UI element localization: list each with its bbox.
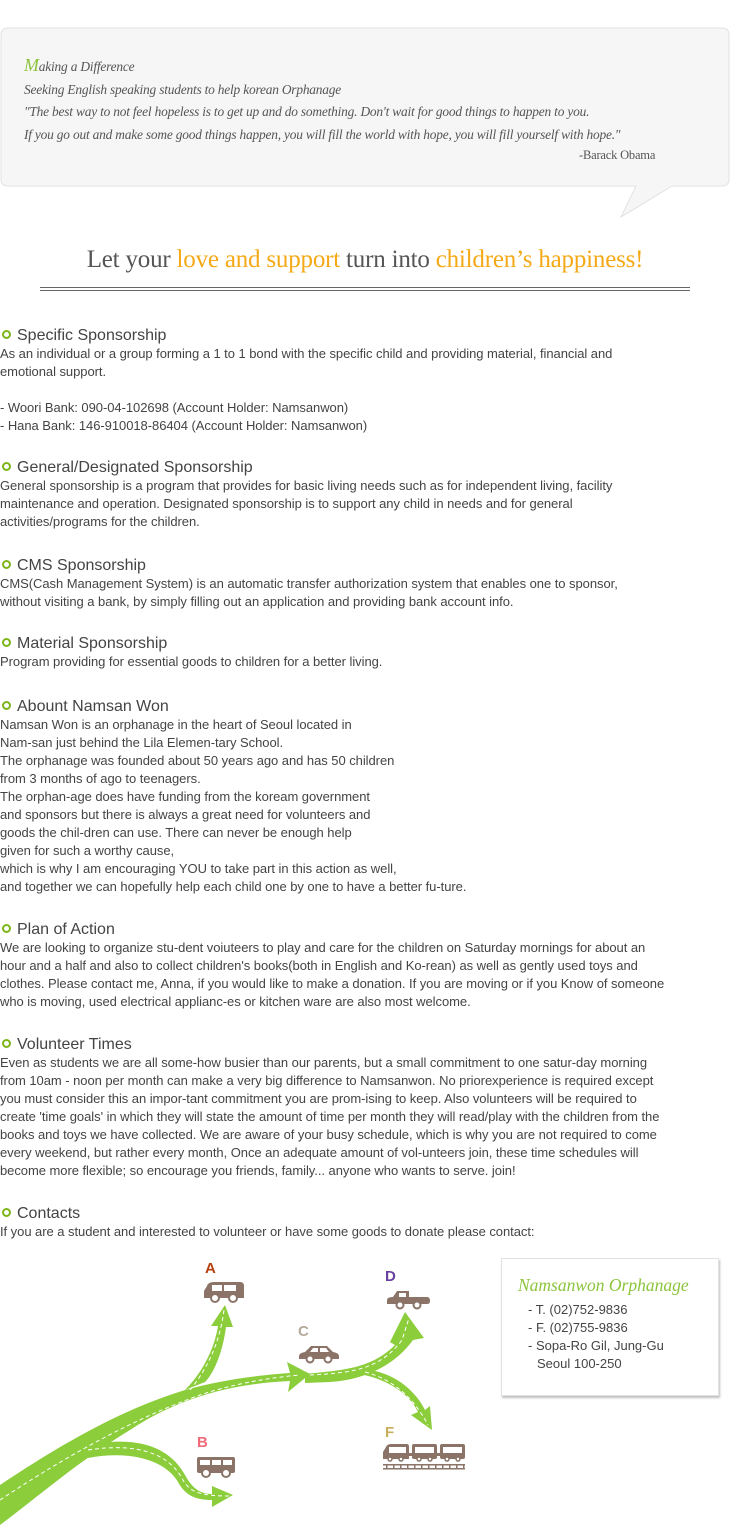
bullet-icon	[2, 638, 11, 647]
body-line: goods the chil-dren can use. There can never be enough help	[0, 825, 352, 840]
bus-icon	[197, 1457, 235, 1477]
quote-author: -Barack Obama	[579, 148, 656, 162]
section-title	[0, 556, 730, 575]
section-body	[0, 345, 730, 435]
section-title	[0, 697, 730, 716]
route-label-d: D	[385, 1268, 396, 1285]
body-line: The orphanage was founded about 50 years ago and has 50 children	[0, 753, 395, 768]
quote-line-1: "The best way to not feel hopeless is to get up and do something. Don't wait for good things to happen to you.	[24, 104, 590, 119]
body-line: clothes. Please contact me, Anna, if you would like to make a donation. If you are moving or if you Know of someone	[0, 976, 665, 991]
section-contacts	[0, 1204, 730, 1241]
body-line: from 3 months of ago to teenagers.	[0, 771, 201, 786]
section-title-text: Specific Sponsorship	[17, 327, 167, 344]
section-material-sponsorship	[0, 634, 730, 671]
body-line: As an individual or a group forming a 1 to 1 bond with the specific child and providing material, financial and	[0, 346, 613, 361]
section-body	[0, 653, 730, 671]
route-map-illustration	[0, 1250, 480, 1540]
bullet-icon	[2, 560, 11, 569]
section-body	[0, 1223, 730, 1241]
slogan-part-1: Let your	[86, 246, 177, 273]
route-label-a: A	[205, 1260, 216, 1277]
section-title-text: CMS Sponsorship	[17, 557, 146, 574]
body-line: every weekend, but rather every month, Once an adequate amount of vol-unteers join, these time schedules will	[0, 1145, 639, 1160]
body-line: who is moving, used electrical applianc-es or kitchen ware are also most welcome.	[0, 994, 471, 1009]
slogan-highlight-2: children’s happiness!	[435, 246, 644, 273]
body-line: Namsan Won is an orphanage in the heart of Seoul located in	[0, 717, 352, 732]
body-line: Even as students we are all some-how busier than our parents, but a small commitment to one satur-day morning	[0, 1055, 648, 1070]
body-line: hour and a half and also to collect children's books(both in English and Ko-rean) as well as gently used toys and	[0, 958, 638, 973]
bullet-icon	[2, 924, 11, 933]
bullet-icon	[2, 330, 11, 339]
quote-subtitle: Seeking English speaking students to help korean Orphanage	[24, 81, 342, 97]
route-label-c: C	[298, 1323, 309, 1340]
body-line: and together we can hopefully help each child one by one to have a better fu-ture.	[0, 879, 467, 894]
contact-card	[501, 1258, 719, 1396]
section-body	[0, 1054, 730, 1180]
quote-text	[24, 54, 704, 162]
body-line: We are looking to organize stu-dent voiuteers to play and care for the children on Saturday mornings for about an	[0, 940, 646, 955]
body-line: emotional support.	[0, 364, 107, 379]
section-body	[0, 477, 730, 531]
section-plan-of-action	[0, 920, 730, 1011]
route-map-svg	[0, 1250, 480, 1535]
body-line: without visiting a bank, by simply filling out an application and providing bank account info.	[0, 594, 514, 609]
body-line: Nam-san just behind the Lila Elemen-tary School.	[0, 735, 284, 750]
quote-line-2: If you go out and make some good things happen, you will fill the world with hope, you will fill yourself with hope."	[24, 126, 621, 142]
section-title-text: Volunteer Times	[17, 1036, 132, 1053]
body-line: Program providing for essential goods to children for a better living.	[0, 654, 383, 669]
road-arrows	[0, 1305, 432, 1525]
section-body	[0, 716, 730, 896]
body-line: The orphan-age does have funding from the koream government	[0, 789, 370, 804]
body-line: become more flexible; so encourage you friends, family... anyone who wants to serve. join!	[0, 1163, 516, 1178]
body-line: given for such a worthy cause,	[0, 843, 175, 858]
section-title-text: General/Designated Sponsorship	[17, 459, 253, 476]
section-specific-sponsorship	[0, 326, 730, 435]
section-volunteer-times	[0, 1035, 730, 1180]
quote-title	[24, 54, 704, 79]
bullet-icon	[2, 1039, 11, 1048]
quote-title-rest: aking a Difference	[38, 59, 135, 74]
body-line: activities/programs for the children.	[0, 514, 200, 529]
section-title-text: Material Sponsorship	[17, 635, 168, 652]
contact-address-line-1: - Sopa-Ro Gil, Jung-Gu	[528, 1338, 664, 1353]
body-line: books and toys we have collected. We are aware of your busy schedule, which is why you are not required to come	[0, 1127, 657, 1142]
main-road	[0, 1362, 310, 1525]
body-line: which is why I am encouraging YOU to take part in this action as well,	[0, 861, 397, 876]
section-title-text: Plan of Action	[17, 921, 115, 938]
body-line: If you are a student and interested to volunteer or have some goods to donate please contact:	[0, 1224, 535, 1239]
quote-bubble	[0, 27, 730, 219]
body-line: maintenance and operation. Designated sponsorship is to support any child in needs and for general	[0, 496, 573, 511]
bullet-icon	[2, 462, 11, 471]
route-label-f: F	[385, 1424, 395, 1441]
section-title	[0, 634, 730, 653]
body-line: and sponsors but there is always a great need for volunteers and	[0, 807, 371, 822]
slogan-part-2: turn into	[340, 246, 436, 273]
section-title	[0, 326, 730, 345]
section-title-text: Abount Namsan Won	[17, 698, 169, 715]
train-icon	[383, 1444, 465, 1470]
quote-title-initial: M	[24, 55, 39, 75]
slogan-highlight-1: love and support	[176, 246, 340, 273]
truck-icon	[387, 1291, 430, 1309]
section-body	[0, 939, 730, 1011]
bank-account-hana: - Hana Bank: 146-910018-86404 (Account Holder: Namsanwon)	[0, 418, 368, 433]
route-label-b: B	[197, 1434, 208, 1451]
slogan-divider	[40, 287, 690, 291]
section-cms-sponsorship	[0, 556, 730, 611]
section-title	[0, 1035, 730, 1054]
contact-org-name: Namsanwon Orphanage	[518, 1275, 689, 1295]
contact-fax: - F. (02)755-9836	[528, 1320, 628, 1335]
contact-details	[528, 1301, 664, 1373]
road-to-b	[88, 1442, 233, 1507]
section-about-namsan-won	[0, 697, 730, 896]
bullet-icon	[2, 1208, 11, 1217]
section-title-text: Contacts	[17, 1205, 81, 1222]
body-line: from 10am - noon per month can make a very big difference to Namsanwon. No priorexperience is required except	[0, 1073, 654, 1088]
road-to-a	[185, 1305, 233, 1390]
section-title	[0, 1204, 730, 1223]
contact-phone: - T. (02)752-9836	[528, 1302, 628, 1317]
section-general-designated-sponsorship	[0, 458, 730, 531]
road-to-f	[360, 1370, 432, 1430]
body-line: General sponsorship is a program that provides for basic living needs such as for independent living, facility	[0, 478, 613, 493]
bullet-icon	[2, 701, 11, 710]
slogan-heading	[0, 246, 730, 274]
car-icon	[299, 1346, 339, 1363]
body-line: create 'time goals' in which they will state the amount of time per month they will read/play with the children from the	[0, 1109, 660, 1124]
section-title	[0, 458, 730, 477]
section-title	[0, 920, 730, 939]
body-line: you must consider this an impor-tant commitment you are prom-ising to keep. Also volunteers will be required to	[0, 1091, 637, 1106]
contact-address-line-2: Seoul 100-250	[537, 1356, 622, 1371]
section-body	[0, 575, 730, 611]
bank-account-woori: - Woori Bank: 090-04-102698 (Account Holder: Namsanwon)	[0, 400, 349, 415]
van-icon	[204, 1282, 244, 1302]
body-line: CMS(Cash Management System) is an automatic transfer authorization system that enables one to sponsor,	[0, 576, 618, 591]
